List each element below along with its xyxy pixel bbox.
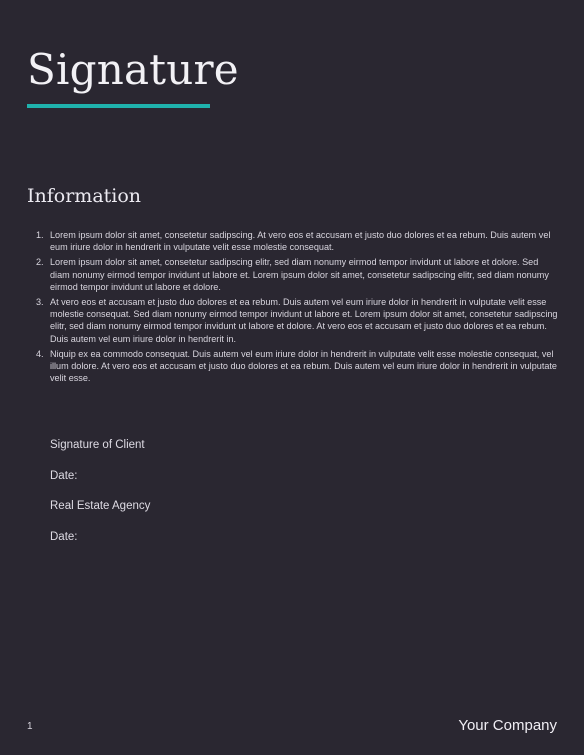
list-item-text: Lorem ipsum dolor sit amet, consetetur sadipscing elitr, sed diam nonumy eirmod tempor invidunt ut labore et dolore. Sed diam nonumy eirmod tempor invidunt ut labore et. Lorem ipsum dolor sit amet, consetetur sadipscing elitr, sed diam nonumy eirmod tempor invidunt ut labore et dolore. (50, 257, 549, 292)
information-list (36, 229, 560, 387)
list-item-number: 1. (36, 230, 44, 240)
list-item (36, 229, 560, 253)
list-item (36, 256, 560, 293)
list-item-text: Niquip ex ea commodo consequat. Duis autem vel eum iriure dolor in hendrerit in vulputate velit esse molestie consequat, vel illum dolore. At vero eos et accusam et justo duo dolores et ea rebum. Duis autem vel eum iriure dolor in hendrerit in vulputate velit esse. (50, 348, 557, 384)
client-date-label: Date: (50, 469, 78, 482)
title-underline (27, 104, 210, 108)
company-name: Your Company (458, 717, 557, 734)
list-item-number: 4. (36, 348, 44, 359)
list-item (36, 348, 560, 385)
list-item-number: 3. (36, 297, 44, 308)
agency-signature-label: Real Estate Agency (50, 500, 151, 512)
page-title: Signature (27, 45, 239, 94)
page-number: 1 (27, 721, 33, 732)
client-signature-label: Signature of Client (50, 439, 145, 451)
agency-date-label: Date: (50, 530, 78, 543)
signature-block (50, 437, 150, 559)
list-item (36, 296, 560, 345)
list-item-number: 2. (36, 257, 44, 268)
list-item-text: At vero eos et accusam et justo duo dolores et ea rebum. Duis autem vel eum iriure dolor in hendrerit in vulputate velit esse molestie consequat. Sed diam nonumy eirmod tempor invidunt ut labore et. Lorem ipsum dolor sit amet, consetetur sadipscing elitr, sed diam nonumy eirmod tempor invidunt ut labore et dolore. At vero eos et accusam et justo duo dolores et ea rebum. Duis autem vel eum iriure dolor in hendrerit in. (50, 297, 558, 344)
section-heading: Information (27, 185, 142, 207)
list-item-text: Lorem ipsum dolor sit amet, consetetur sadipscing. At vero eos et accusam et justo duo dolores et ea rebum. Duis autem vel eum iriure dolor in hendrerit in vulputate velit esse molestie consequat. (50, 230, 551, 253)
